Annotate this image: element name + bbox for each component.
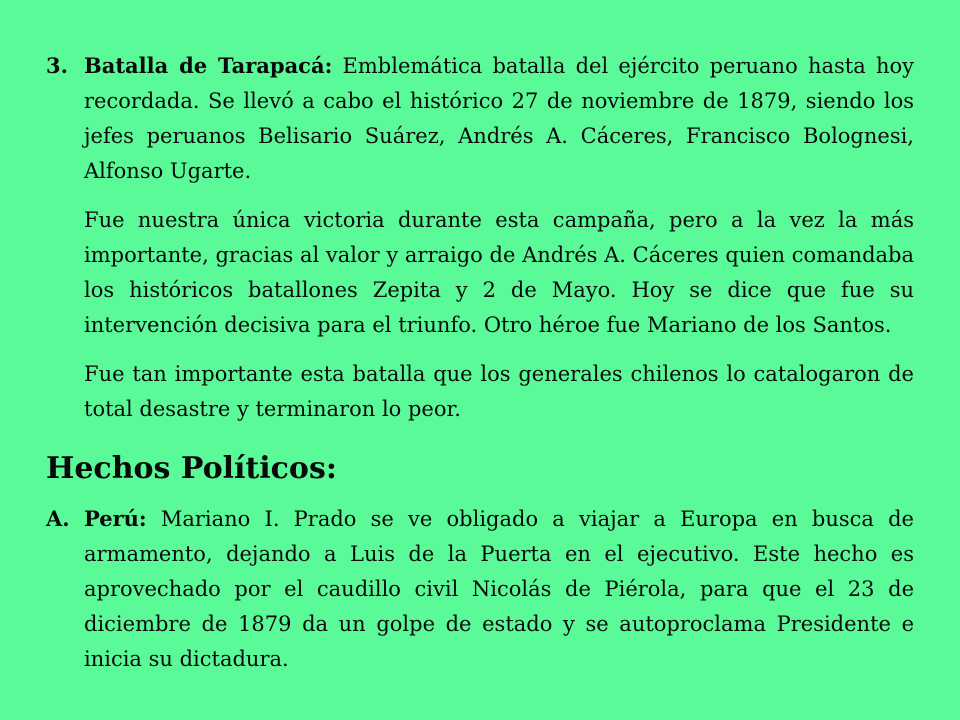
list-marker: 3. — [46, 53, 68, 78]
item-title: Perú: — [84, 506, 147, 531]
item-title: Batalla de Tarapacá: — [84, 53, 333, 78]
paragraph-desastre: Fue tan importante esta batalla que los generales chilenos lo catalogaron de total desastre y terminaron lo peor. — [84, 362, 914, 421]
list-item-body — [84, 501, 914, 677]
paragraph-tarapaca-intro — [84, 48, 914, 189]
item-text: Emblemática batalla del ejército peruano hasta hoy recordada. Se llevó a cabo el histórico 27 de noviembre de 1879, siendo los jefes peruanos Belisario Suárez, Andrés A. Cáceres, Francisco Bolognesi, Alfonso Ugarte. — [84, 54, 914, 183]
paragraph-victoria: Fue nuestra única victoria durante esta campaña, pero a la vez la más importante, gracias al valor y arraigo de Andrés A. Cáceres quien comandaba los históricos batallones Zepita y 2 de Mayo. Hoy se dice que fue su intervención decisiva para el triunfo. Otro héroe fue Mariano de los Santos. — [84, 208, 914, 337]
list-marker: A. — [46, 506, 70, 531]
list-item-body — [84, 48, 914, 427]
list-item-tarapaca — [46, 48, 914, 427]
list-item-peru — [46, 501, 914, 677]
section-heading: Hechos Políticos: — [46, 451, 337, 486]
item-text: Mariano I. Prado se ve obligado a viajar a Europa en busca de armamento, dejando a Luis de la Puerta en el ejecutivo. Este hecho es aprovechado por el caudillo civil Nicolás de Piérola, para que el 23 de diciembre de 1879 da un golpe de estado y se autoproclama Presidente e inicia su dictadura. — [84, 507, 914, 671]
paragraph-peru — [84, 501, 914, 677]
